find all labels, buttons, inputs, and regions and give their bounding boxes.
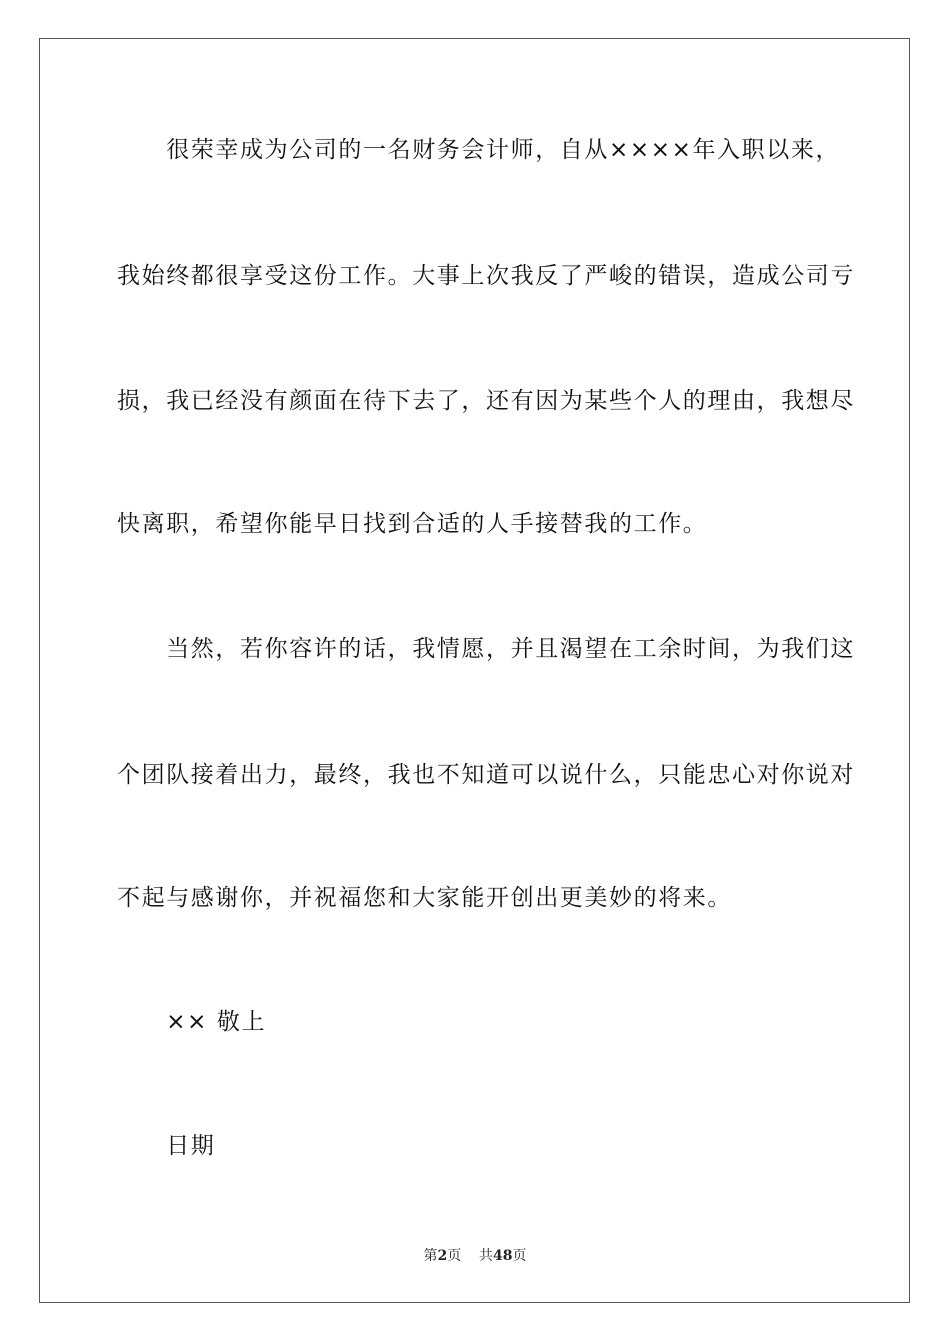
body-line-2: 我始终都很享受这份工作。大事上次我反了严峻的错误，造成公司亏 [117,263,855,289]
page-footer [0,1247,950,1265]
footer-total-prefix: 共 [479,1248,494,1264]
footer-total-suffix: 页 [512,1248,527,1264]
body-line-6: 个团队接着出力，最终，我也不知道可以说什么，只能忠心对你说对 [117,762,855,788]
body-line-4: 快离职，希望你能早日找到合适的人手接替我的工作。 [117,511,708,537]
body-line-7: 不起与感谢你，并祝福您和大家能开创出更美妙的将来。 [117,885,732,911]
body-line-1: 很荣幸成为公司的一名财务会计师，自从××××年入职以来， [117,137,841,163]
page-frame [39,38,910,1303]
footer-total-pages: 48 [493,1248,513,1264]
body-line-5: 当然，若你容许的话，我情愿，并且渴望在工余时间，为我们这 [117,636,855,662]
footer-page-prefix: 第 [423,1248,438,1264]
signature-line: ×× 敬上 [117,1009,267,1035]
date-line: 日期 [117,1133,216,1159]
footer-page-suffix: 页 [447,1248,462,1264]
footer-page-number: 2 [437,1248,448,1264]
body-line-3: 损，我已经没有颜面在待下去了，还有因为某些个人的理由，我想尽 [117,388,855,414]
